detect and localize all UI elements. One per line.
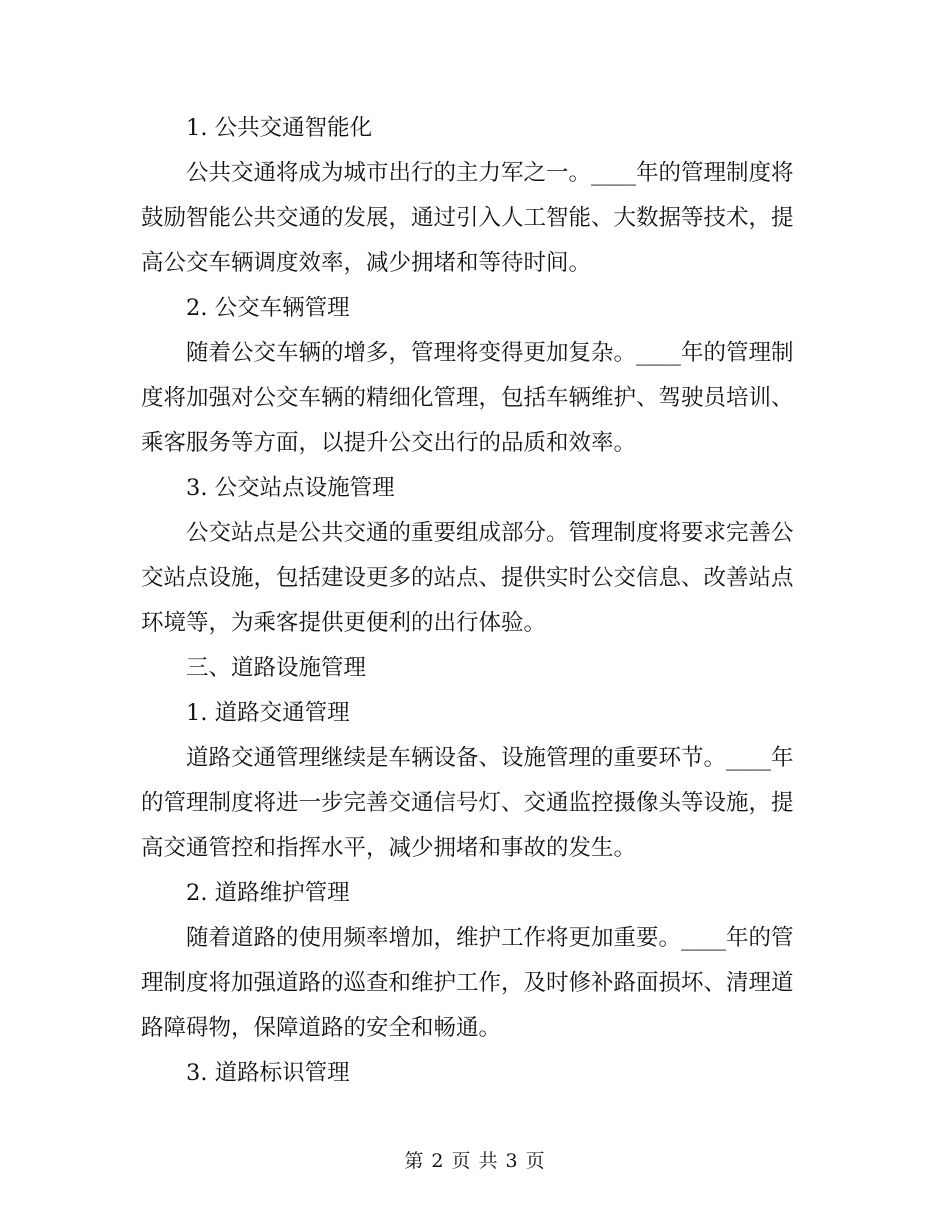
paragraph: 随着公交车辆的增多，管理将变得更加复杂。____年的管理制度将加强对公交车辆的精细化管理，包括车辆维护、驾驶员培训、乘客服务等方面，以提升公交出行的品质和效率。 [141,340,794,456]
section-heading: 1. 公共交通智能化 [186,115,373,141]
section-heading: 2. 道路维护管理 [186,880,350,906]
paragraph: 道路交通管理继续是车辆设备、设施管理的重要环节。____年的管理制度将进一步完善交通信号灯、交通监控摄像头等设施，提高交通管控和指挥水平，减少拥堵和事故的发生。 [141,745,794,861]
section-heading: 3. 公交站点设施管理 [186,475,395,501]
page-number-footer: 第 2 页 共 3 页 [404,1150,546,1172]
paragraph: 随着道路的使用频率增加，维护工作将更加重要。____年的管理制度将加强道路的巡查和维护工作，及时修补路面损坏、清理道路障碍物，保障道路的安全和畅通。 [141,925,794,1041]
section-heading: 3. 道路标识管理 [186,1060,350,1086]
section-heading: 2. 公交车辆管理 [186,295,350,321]
paragraph: 公交站点是公共交通的重要组成部分。管理制度将要求完善公交站点设施，包括建设更多的站点、提供实时公交信息、改善站点环境等，为乘客提供更便利的出行体验。 [141,520,794,636]
chapter-heading: 三、道路设施管理 [186,655,367,681]
paragraph: 公共交通将成为城市出行的主力军之一。____年的管理制度将鼓励智能公共交通的发展，通过引入人工智能、大数据等技术，提高公交车辆调度效率，减少拥堵和等待时间。 [141,160,794,276]
section-heading: 1. 道路交通管理 [186,700,350,726]
document-body [141,106,796,1096]
